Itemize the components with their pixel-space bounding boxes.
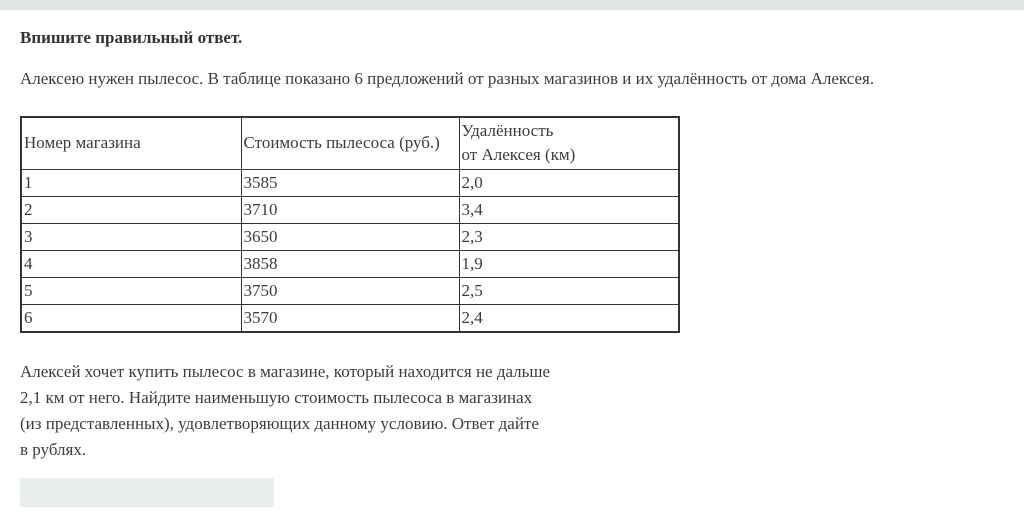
cell-distance: 2,3 [459,223,679,250]
top-bar [0,0,1024,10]
cell-price: 3750 [241,277,459,304]
question-text [20,359,1004,463]
question-content [0,27,1024,507]
table-row [21,223,679,250]
question-line: 2,1 км от него. Найдите наименьшую стоимость пылесоса в магазинах [20,387,533,407]
cell-price: 3585 [241,169,459,196]
cell-store-number: 6 [21,304,241,332]
cell-price: 3858 [241,250,459,277]
question-line: в рублях. [20,439,87,459]
intro-text: Алексею нужен пылесос. В таблице показано 6 предложений от разных магазинов и их удалённость от дома Алексея. [20,69,875,88]
page-title: Впишите правильный ответ. [20,28,243,47]
header-distance-line2: от Алексея (км) [461,145,576,165]
answer-input[interactable] [20,478,274,507]
cell-distance: 2,4 [459,304,679,332]
table-row [21,277,679,304]
table-row [21,250,679,277]
cell-store-number: 1 [21,169,241,196]
offers-table [20,116,680,333]
cell-distance: 2,5 [459,277,679,304]
header-distance [459,117,679,169]
question-line: Алексей хочет купить пылесос в магазине, который находится не дальше [20,361,551,381]
cell-price: 3710 [241,196,459,223]
header-price: Стоимость пылесоса (руб.) [241,117,459,169]
cell-store-number: 3 [21,223,241,250]
table-header-row [21,117,679,169]
header-distance-line1: Удалённость [461,121,554,141]
cell-store-number: 2 [21,196,241,223]
header-store-number: Номер магазина [21,117,241,169]
cell-price: 3570 [241,304,459,332]
cell-distance: 3,4 [459,196,679,223]
cell-store-number: 4 [21,250,241,277]
cell-distance: 1,9 [459,250,679,277]
table-row [21,196,679,223]
table-row [21,169,679,196]
cell-store-number: 5 [21,277,241,304]
cell-price: 3650 [241,223,459,250]
table-row [21,304,679,332]
cell-distance: 2,0 [459,169,679,196]
question-line: (из представленных), удовлетворяющих данному условию. Ответ дайте [20,413,539,433]
